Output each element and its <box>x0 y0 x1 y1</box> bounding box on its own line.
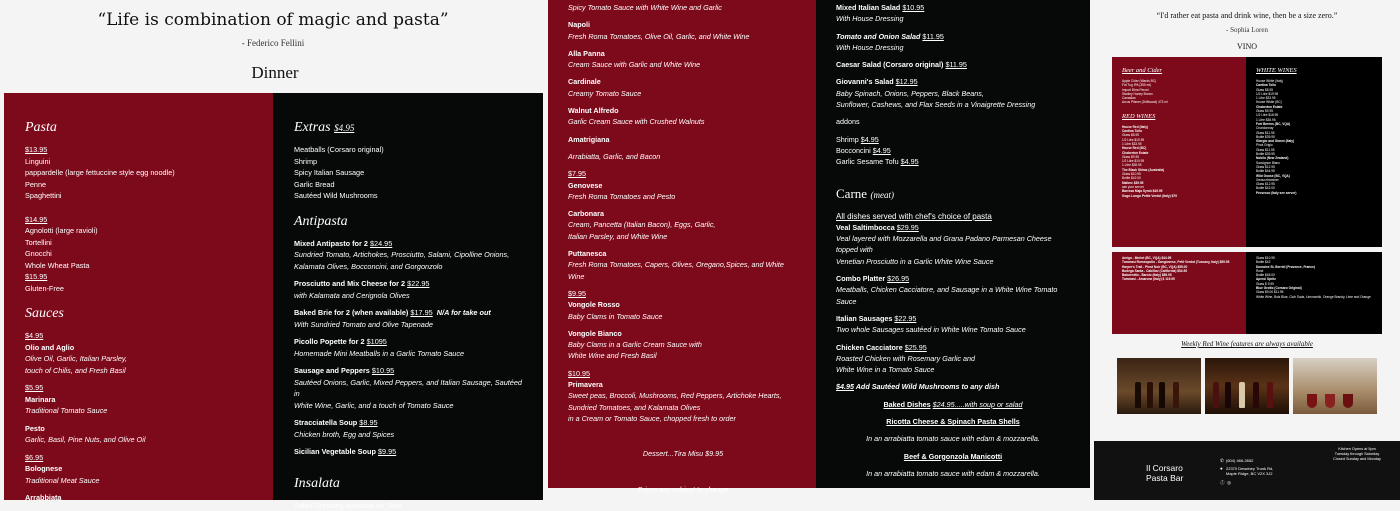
sauce-desc: White Wine and Fresh Basil <box>568 350 798 361</box>
extras-heading <box>294 120 522 136</box>
menu-page-dinner-2 <box>546 0 1094 500</box>
wine-list-item: Chaberton Estate <box>1256 105 1372 109</box>
white-wines-continued <box>1246 252 1382 334</box>
wine-list-item: 1/2 Litre $18.95 <box>1256 113 1372 117</box>
prices-note: Prices are subject to change <box>568 484 798 495</box>
sauce-name: Puttanesca <box>568 248 798 259</box>
extras-price: $4.95 <box>334 123 354 133</box>
sauce-name: Bolognese <box>25 463 253 475</box>
wine-list-item: Rosé <box>1256 269 1372 273</box>
sauce-name: Walnut Alfredo <box>568 105 798 116</box>
phone-number: (604) 466-2652 <box>1226 458 1253 463</box>
sauces-continued-column <box>548 0 818 488</box>
sauce-desc: Baby Clams in a Garlic Cream Sauce with <box>568 339 798 350</box>
wine-list-item: Apple Cider (Wards BC) <box>1122 79 1236 83</box>
carne-desc: Venetian Prosciutto in a Garlic White Wine Sauce <box>836 256 1070 267</box>
carne-item <box>836 313 1070 324</box>
address-line2: Maple Ridge, BC V2X 3J2 <box>1220 471 1273 476</box>
pasta-price-1: $13.95 <box>25 144 253 156</box>
dessert-line: Dessert...Tira Misu $9.95 <box>568 448 798 459</box>
salad-desc: With House Dressing <box>836 42 1070 53</box>
sauce-desc: in a Cream or Tomato Sauce, chopped fresh to order <box>568 413 798 424</box>
salad-name: Tomato and Onion Salad <box>836 32 920 41</box>
wine-list-item: Canadian <box>1122 96 1236 100</box>
sauce-name: Napoli <box>568 19 798 30</box>
baked-item-name: Beef & Gorgonzola Manicotti <box>836 451 1070 462</box>
wine-list-item: House White (Italy) <box>1256 79 1372 83</box>
carne-price: $22.95 <box>894 314 916 323</box>
antipasta-name: Baked Brie for 2 (when available) <box>294 308 408 317</box>
wine-bottles-photo <box>1117 358 1201 414</box>
wine-list-item: Cantina Tollo <box>1122 129 1236 133</box>
wine-list-item: Barrosa Maja Syrah $49.95 <box>1122 189 1236 193</box>
wine-list-item: Malbec $39.95 <box>1122 181 1236 185</box>
wine-list-item: Bodega Santa - Cab/Sav (California) $54.95 <box>1122 269 1236 273</box>
wine-list-top <box>1112 57 1382 247</box>
antipasta-price: $9.95 <box>378 447 396 456</box>
salad-item <box>836 2 1070 13</box>
antipasta-name: Mixed Antipasto for 2 <box>294 239 368 248</box>
quote: “I'd rather eat pasta and drink wine, then be a size zero.” <box>1094 11 1400 20</box>
sauce-price: $10.95 <box>568 368 798 379</box>
wine-list-item: Chaberton Estate <box>1122 151 1236 155</box>
baked-price: $24.95.....with soup or salad <box>933 400 1023 409</box>
antipasta-name: Sausage and Peppers <box>294 366 370 375</box>
opening-hours <box>1322 447 1392 462</box>
wine-list-item: Glass $10.95 <box>1122 172 1236 176</box>
pasta-item: Gnocchi <box>25 248 253 260</box>
red-wines-heading: RED WINES <box>1122 113 1236 120</box>
antipasta-note: N/A for take out <box>437 308 491 317</box>
site-footer <box>1094 441 1400 500</box>
antipasta-price: $8.95 <box>359 418 377 427</box>
wine-list-item: Prosecco (Italy see server) <box>1256 191 1372 195</box>
wine-list-item: Glass $8.95 <box>1256 88 1372 92</box>
wine-list-item: Tommasi Romeopollo - Sangiovese, Petit Verdot (Tuscany, Italy) $59.95 <box>1122 260 1236 264</box>
salad-desc: With House Dressing <box>836 13 1070 24</box>
addon-item <box>836 134 1070 145</box>
antipasta-price: $1095 <box>367 337 387 346</box>
addon-name: Bocconcini <box>836 146 871 155</box>
wine-list-item: 1/2 Litre $19.95 <box>1122 138 1236 142</box>
salad-name: Caesar Salad (Corsaro original) <box>836 60 943 69</box>
sauce-desc: Creamy Tomato Sauce <box>568 88 798 99</box>
wine-list-item: Glass $8.95 <box>1122 133 1236 137</box>
extras-item: Sautéed Wild Mushrooms <box>294 190 522 202</box>
weekly-feature-note: Weekly Red Wine features are always available <box>1094 340 1400 348</box>
antipasta-item <box>294 336 522 348</box>
pasta-sauces-column <box>4 93 274 500</box>
wine-list-item: Fat Tug IPA (355 ml) <box>1122 83 1236 87</box>
carne-heading <box>836 186 1070 203</box>
antipasta-name: Prosciutto and Mix Cheese for 2 <box>294 279 405 288</box>
wine-glasses-photo <box>1293 358 1377 414</box>
wine-list-item: The Black Shiraz (Australia) <box>1122 168 1236 172</box>
antipasta-desc: Kalamata Olives, Bocconcini, and Gorgonzolo <box>294 261 522 273</box>
antipasta-item <box>294 365 522 377</box>
addon-name: Garlic Sesame Tofu <box>836 157 899 166</box>
pasta-price-2: $14.95 <box>25 214 253 226</box>
wine-list-item: Stanley Honey Brown <box>1122 92 1236 96</box>
pasta-item: Penne <box>25 179 253 191</box>
sauce-desc: touch of Chilis, and Fresh Basil <box>25 365 253 377</box>
insalata-heading: Insalata <box>294 476 522 492</box>
carne-name: Italian Sausages <box>836 314 892 323</box>
wine-list-item: White Wine, Bols Blue, Club Soda, Limoncello, Orange Brandy, Lime and Orange <box>1256 295 1372 299</box>
hours-line: Tuesday through Saturday <box>1322 452 1392 457</box>
sauce-desc: Arrabiatta, Garlic, and Bacon <box>568 151 798 162</box>
wine-list-item: Glass $10.95 <box>1256 256 1372 260</box>
quote: “Life is combination of magic and pasta” <box>0 10 546 30</box>
wine-list-item: Bottle $39.95 <box>1256 152 1372 156</box>
carne-title: Carne <box>836 186 867 201</box>
wine-list-item: Bottle $45.00 <box>1256 273 1372 277</box>
addons-label: addons <box>836 116 1070 127</box>
wine-list-item: Cantina Tollo <box>1256 83 1372 87</box>
salad-price: $10.95 <box>902 3 924 12</box>
sauce-desc: Fresh Roma Tomatoes and Pesto <box>568 191 798 202</box>
sauce-desc: Sundried Tomatoes, and Kalamata Olives <box>568 402 798 413</box>
wine-list-item: Bottle $42 <box>1256 260 1372 264</box>
carne-name: Chicken Cacciatore <box>836 343 903 352</box>
baked-label: Baked Dishes <box>883 400 930 409</box>
antipasta-item <box>294 278 522 290</box>
baked-item-name: Ricotta Cheese & Spinach Pasta Shells <box>836 416 1070 427</box>
sauce-price: $9.95 <box>568 288 798 299</box>
antipasta-desc: with Kalamata and Cerignola Olives <box>294 290 522 302</box>
antipasta-heading: Antipasta <box>294 214 522 230</box>
carne-item <box>836 342 1070 353</box>
antipasta-item <box>294 238 522 250</box>
wine-list-item: Blue Grotto (Corsaro Original) <box>1256 286 1372 290</box>
wine-list-item: Fort Berens (BC, VQA) <box>1256 122 1372 126</box>
antipasta-price: $17.95 <box>410 308 432 317</box>
sauce-name: Carbonara <box>568 208 798 219</box>
carne-name: Combo Platter <box>836 274 885 283</box>
baked-item-desc: In an arrabiatta tomato sauce with edam & mozzarella. <box>836 468 1070 479</box>
wine-list-item: Glass $12.95 <box>1256 165 1372 169</box>
sauce-name: Arrabbiata <box>25 492 253 504</box>
salad-item <box>836 59 1070 70</box>
sauce-name: Olio and Aglio <box>25 342 253 354</box>
sauce-desc: Traditional Meat Sauce <box>25 475 253 487</box>
restaurant-name <box>1146 463 1183 483</box>
addon-name: Shrimp <box>836 135 859 144</box>
carne-subtitle: (meat) <box>871 190 895 200</box>
phone-icon: ✆ <box>1220 458 1226 463</box>
wine-list-item: House Red (BC) <box>1122 146 1236 150</box>
carne-desc: Veal layered with Mozzarella and Grana Padano Parmesan Cheese topped with <box>836 233 1070 256</box>
sauce-desc: Fresh Roma Tomatoes, Capers, Olives, Oregano,Spices, and White Wine <box>568 259 798 282</box>
antipasta-name: Stracciatella Soup <box>294 418 357 427</box>
pasta-price-3: $15.95 <box>25 271 253 283</box>
antipasta-name: Sicilian Vegetable Soup <box>294 447 376 456</box>
wine-list-item: Bottle $44.95 <box>1256 169 1372 173</box>
white-wines-column <box>1246 57 1382 247</box>
wine-list-item: Sauvignon Blanc <box>1256 161 1372 165</box>
salad-price: $12.95 <box>896 77 918 86</box>
carne-desc: Two whole Sausages sautéed in White Wine Tomato Sauce <box>836 324 1070 335</box>
wine-list-item: Glass $ 9.95 <box>1256 282 1372 286</box>
salads-carne-column <box>816 0 1090 488</box>
wine-list-item: Glass $9.00 $11.95 <box>1256 290 1372 294</box>
extras-title: Extras <box>294 120 331 135</box>
menu-page-vino <box>1094 0 1400 500</box>
sauce-price: $6.95 <box>25 452 253 464</box>
facebook-icon[interactable]: ⓕ <box>1220 480 1226 485</box>
wine-list-item: Bottle $39.95 <box>1256 135 1372 139</box>
insalata-note: Salad Dressing Available for Sale <box>294 500 522 511</box>
restaurant-name-line1: Il Corsaro <box>1146 463 1183 473</box>
sauce-name: Primavera <box>568 379 798 390</box>
wine-list-item: Nobilo (New Zealand) <box>1256 156 1372 160</box>
sauce-name: Alla Panna <box>568 48 798 59</box>
salad-price: $11.95 <box>945 60 966 69</box>
salad-desc: Baby Spinach, Onions, Peppers, Black Beans, <box>836 88 1070 99</box>
antipasta-price: $24.95 <box>370 239 392 248</box>
wine-list-item: Gogo Longo Petite Verdot (Italy) $79 <box>1122 194 1236 198</box>
wine-list-item: Giorgio and Gianni (Italy) <box>1256 139 1372 143</box>
wine-list-item: Harper's Trail - Pinot Noir (BC, VQA) $55.00 <box>1122 265 1236 269</box>
pasta-heading: Pasta <box>25 120 253 136</box>
antipasta-item <box>294 446 522 458</box>
menu-page-dinner-1 <box>0 0 546 500</box>
instagram-icon[interactable]: ◎ <box>1227 480 1233 485</box>
sauce-name: Marinara <box>25 394 253 406</box>
sauce-desc: Garlic, Basil, Pine Nuts, and Olive Oil <box>25 434 253 446</box>
wine-list-item: Domaine St. Berriel (Provence, France) <box>1256 265 1372 269</box>
restaurant-name-line2: Pasta Bar <box>1146 473 1183 483</box>
contact-info <box>1220 458 1273 485</box>
antipasta-item <box>294 417 522 429</box>
sauce-desc: Spicy Tomato Sauce with White Wine and Garlic <box>568 2 798 13</box>
wine-list-item: Arcus Pilsner (Driftwood) 473 ml <box>1122 100 1236 104</box>
carne-name: Veal Saltimbocca <box>836 223 895 232</box>
wine-list-item: Glass $12.95 <box>1256 182 1372 186</box>
salad-desc: Sunflower, Cashews, and Flax Seeds in a Vinaigrette Dressing <box>836 99 1070 110</box>
wine-list-item: 1 Litre $33.95 <box>1256 96 1372 100</box>
sauce-desc: Sweet peas, Broccoli, Mushrooms, Red Peppers, Artichoke Hearts, <box>568 390 798 401</box>
wine-list-item: House Red (Italy) <box>1122 125 1236 129</box>
addon-price: $4.95 <box>901 157 919 166</box>
wine-list-item: Amigo - Merlot (BC, VQA) $44.95 <box>1122 256 1236 260</box>
antipasta-desc: Homemade Mini Meatballs in a Garlic Tomato Sauce <box>294 348 522 360</box>
carne-price: $25.95 <box>905 343 927 352</box>
antipasta-price: $22.95 <box>407 279 429 288</box>
salad-name: Giovanni's Salad <box>836 77 894 86</box>
antipasta-desc: Sundried Tomato, Artichokes, Prosciutto, Salami, Cipolline Onions, <box>294 249 522 261</box>
pasta-item: Linguini <box>25 156 253 168</box>
sauces-heading: Sauces <box>25 306 253 322</box>
pasta-item: Whole Wheat Pasta <box>25 260 253 272</box>
beer-red-column <box>1112 57 1246 247</box>
wine-list-item: Bottle $42.00 <box>1122 176 1236 180</box>
sauce-name: Vongole Rosso <box>568 299 798 310</box>
antipasta-desc: With Sundried Tomato and Olive Tapenade <box>294 319 522 331</box>
social-links <box>1220 480 1273 485</box>
sauce-desc: Cream, Pancetta (Italian Bacon), Eggs, Garlic, <box>568 219 798 230</box>
sauce-desc: Italian Parsley, and White Wine <box>568 231 798 242</box>
wine-list-item: House White (BC) <box>1256 100 1372 104</box>
carne-item <box>836 273 1070 284</box>
wine-list-item: ask your server <box>1122 185 1236 189</box>
hours-line: Kitchen Opens at 5pm <box>1322 447 1392 452</box>
mushroom-price: $4.95 <box>836 382 854 391</box>
extras-antipasta-column <box>273 93 543 500</box>
wine-list-item: Tommasi - Amarone (Italy) $ 119.95 <box>1122 277 1236 281</box>
carne-price: $26.95 <box>887 274 909 283</box>
addon-item <box>836 145 1070 156</box>
sauce-desc: Cream Sauce with Garlic and White Wine <box>568 59 798 70</box>
sauce-name: Genovese <box>568 180 798 191</box>
antipasta-desc: Chicken broth, Egg and Spices <box>294 429 522 441</box>
baked-item-desc: In an arrabiatta tomato sauce with edam & mozzarella. <box>836 433 1070 444</box>
antipasta-price: $10.95 <box>372 366 394 375</box>
wine-list-item: Gewurztraminer <box>1256 178 1372 182</box>
pasta-item: Tortellini <box>25 237 253 249</box>
address-line1: 22370 Dewdney Trunk Rd, <box>1226 466 1273 471</box>
sauce-price: $5.95 <box>25 382 253 394</box>
sauce-desc: Traditional Tomato Sauce <box>25 405 253 417</box>
wine-shelf-photo <box>1205 358 1289 414</box>
sauce-desc: Fresh Roma Tomatoes, Olive Oil, Garlic, and White Wine <box>568 31 798 42</box>
quote-author: - Federico Fellini <box>0 38 546 48</box>
antipasta-name: Picollo Popette for 2 <box>294 337 365 346</box>
sauce-price: $7.95 <box>568 168 798 179</box>
sauce-price: $4.95 <box>25 330 253 342</box>
extras-item: Garlic Bread <box>294 179 522 191</box>
sauce-desc: Garlic Cream Sauce with Crushed Walnuts <box>568 116 798 127</box>
carne-note: All dishes served with chef's choice of pasta <box>836 211 1070 222</box>
wine-list-item: Baboentito - Barolo (Italy) $89.95 <box>1122 273 1236 277</box>
salad-item <box>836 76 1070 87</box>
extras-item: Meatballs (Corsaro original) <box>294 144 522 156</box>
red-wines-continued <box>1112 252 1246 334</box>
extras-item: Shrimp <box>294 156 522 168</box>
mushroom-text: Add Sautéed Wild Mushrooms to any dish <box>856 382 1000 391</box>
wine-list-item: 1 Litre $33.95 <box>1122 142 1236 146</box>
antipasta-desc: Sautéed Onions, Garlic, Mixed Peppers, and Italian Sausage, Sautéed in <box>294 377 522 400</box>
wine-list-item: Bottle $42.00 <box>1256 186 1372 190</box>
hours-line: Closed Sunday and Monday <box>1322 457 1392 462</box>
wine-list-bottom <box>1112 252 1382 334</box>
sauce-name: Amatrigiana <box>568 134 798 145</box>
addon-price: $4.95 <box>861 135 879 144</box>
antipasta-item <box>294 307 522 319</box>
carne-desc: White Wine in a Tomato Sauce <box>836 364 1070 375</box>
addon-price: $4.95 <box>873 146 891 155</box>
location-pin-icon: ● <box>1220 466 1226 471</box>
beer-heading: Beer and Cider <box>1122 67 1236 74</box>
wine-list-item: 1 Litre $38.95 <box>1122 163 1236 167</box>
wine-list-item: 1/2 Litre $19.95 <box>1256 92 1372 96</box>
wine-list-item: Aperol Spritz <box>1256 277 1372 281</box>
wine-list-item: Pinot Grigio <box>1256 143 1372 147</box>
sauce-name: Pesto <box>25 423 253 435</box>
carne-desc: Meatballs, Chicken Cacciatore, and Sausage in a White Wine Tomato Sauce <box>836 284 1070 307</box>
antipasta-desc: White Wine, Garlic, and a touch of Tomato Sauce <box>294 400 522 412</box>
salad-price: $11.95 <box>922 32 943 41</box>
wine-list-item: Glass $11.95 <box>1256 148 1372 152</box>
wine-list-item: 1 Litre $38.95 <box>1256 118 1372 122</box>
carne-price: $29.95 <box>897 223 919 232</box>
pasta-item: Spaghettini <box>25 190 253 202</box>
salad-name: Mixed Italian Salad <box>836 3 900 12</box>
quote-author: - Sophia Loren <box>1094 26 1400 34</box>
sauce-desc: Baby Clams in Tomato Sauce <box>568 311 798 322</box>
pasta-item: pappardelle (large fettuccine style egg noodle) <box>25 167 253 179</box>
extras-item: Spicy Italian Sausage <box>294 167 522 179</box>
sauce-name: Cardinale <box>568 76 798 87</box>
wine-list-item: Wild Goose (BC, VQA) <box>1256 174 1372 178</box>
section-title-dinner: Dinner <box>0 63 550 83</box>
pasta-item: Gluten-Free <box>25 283 253 295</box>
wine-list-item: Import Birra Peroni <box>1122 88 1236 92</box>
carne-item <box>836 222 1070 233</box>
mushroom-addon <box>836 381 1070 392</box>
carne-desc: Roasted Chicken with Rosemary Garlic and <box>836 353 1070 364</box>
wine-list-item: Chardonnay <box>1256 126 1372 130</box>
wine-list-item: 1/2 Litre $19.95 <box>1122 159 1236 163</box>
pasta-item: Agnolotti (large ravioli) <box>25 225 253 237</box>
sauce-name: Vongole Bianco <box>568 328 798 339</box>
wine-list-item: Glass $11.95 <box>1256 131 1372 135</box>
section-title-vino: VINO <box>1094 42 1400 51</box>
salad-item <box>836 31 1070 42</box>
wine-list-item: Glass $9.95 <box>1122 155 1236 159</box>
wine-list-item: Glass $9.95 <box>1256 109 1372 113</box>
addon-item <box>836 156 1070 167</box>
white-wines-heading: WHITE WINES <box>1256 67 1372 74</box>
sauce-desc: Olive Oil, Garlic, Italian Parsley, <box>25 353 253 365</box>
baked-dishes-line <box>836 399 1070 410</box>
